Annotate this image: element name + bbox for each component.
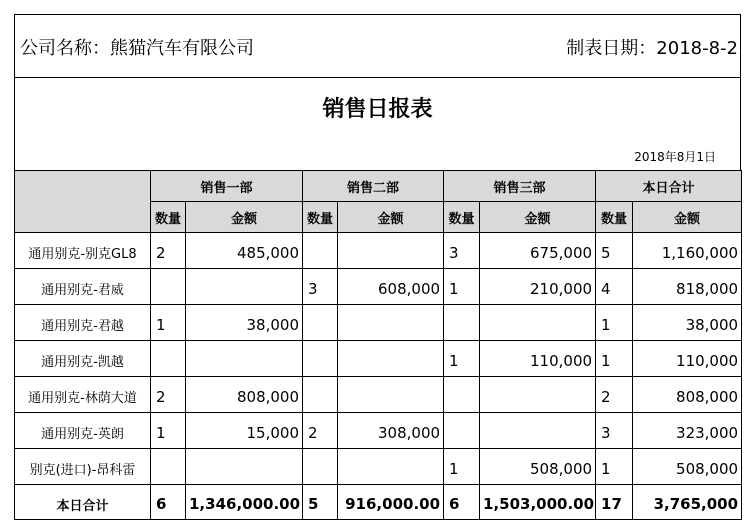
- report-date: 制表日期：2018-8-2: [566, 38, 738, 59]
- qty-cell: [444, 305, 480, 341]
- qty-cell: 1: [151, 305, 186, 341]
- amount-header: 金额: [186, 202, 303, 233]
- title-area: [14, 76, 741, 170]
- report-header: [14, 14, 741, 78]
- qty-cell: [151, 341, 186, 377]
- qty-header: 数量: [303, 202, 338, 233]
- amount-header: 金额: [480, 202, 596, 233]
- qty-cell: [444, 413, 480, 449]
- amount-cell: 818,000: [633, 269, 742, 305]
- amount-cell: [186, 269, 303, 305]
- qty-cell: 3: [303, 269, 338, 305]
- qty-cell: 1: [444, 269, 480, 305]
- amount-cell: [338, 449, 444, 485]
- amount-cell: 110,000: [480, 341, 596, 377]
- amount-cell: [480, 413, 596, 449]
- qty-cell: [303, 305, 338, 341]
- qty-cell: 1: [596, 449, 633, 485]
- report-sheet: [14, 14, 741, 514]
- model-name: 通用别克-英朗: [15, 413, 151, 449]
- amount-cell: [186, 341, 303, 377]
- model-name: 通用别克-别克GL8: [15, 233, 151, 269]
- qty-cell: [303, 449, 338, 485]
- report-day: 2018年8月1日: [634, 150, 716, 164]
- qty-cell: [303, 233, 338, 269]
- group-header-sales-3: 销售三部: [444, 171, 596, 202]
- table-row: [15, 449, 742, 485]
- qty-cell: 1: [151, 413, 186, 449]
- model-name: 别克(进口)-昂科雷: [15, 449, 151, 485]
- group-header-sales-2: 销售二部: [303, 171, 444, 202]
- qty-cell: 1: [444, 341, 480, 377]
- amount-cell: [480, 305, 596, 341]
- qty-cell: 6: [444, 485, 480, 520]
- amount-cell: 808,000: [186, 377, 303, 413]
- qty-cell: 5: [596, 233, 633, 269]
- report-title: 销售日报表: [322, 97, 433, 122]
- qty-cell: 3: [596, 413, 633, 449]
- total-row: [15, 485, 742, 520]
- amount-cell: 1,160,000: [633, 233, 742, 269]
- qty-cell: [444, 377, 480, 413]
- table-row: [15, 341, 742, 377]
- table-row: [15, 233, 742, 269]
- amount-cell: 210,000: [480, 269, 596, 305]
- table-row: [15, 269, 742, 305]
- amount-cell: 808,000: [633, 377, 742, 413]
- amount-cell: 308,000: [338, 413, 444, 449]
- amount-header: 金额: [338, 202, 444, 233]
- amount-cell: 3,765,000: [633, 485, 742, 520]
- qty-cell: 3: [444, 233, 480, 269]
- qty-cell: [151, 449, 186, 485]
- model-name: 通用别克-君威: [15, 269, 151, 305]
- qty-header: 数量: [151, 202, 186, 233]
- qty-cell: 4: [596, 269, 633, 305]
- company-name: 公司名称：熊猫汽车有限公司: [20, 38, 254, 59]
- qty-cell: 2: [303, 413, 338, 449]
- amount-cell: [338, 305, 444, 341]
- qty-cell: 2: [151, 377, 186, 413]
- qty-cell: 1: [596, 305, 633, 341]
- qty-cell: [303, 377, 338, 413]
- amount-cell: 1,346,000.00: [186, 485, 303, 520]
- qty-cell: 6: [151, 485, 186, 520]
- amount-cell: 916,000.00: [338, 485, 444, 520]
- qty-cell: 1: [444, 449, 480, 485]
- total-label: 本日合计: [15, 485, 151, 520]
- qty-cell: [303, 341, 338, 377]
- corner-cell: [15, 171, 151, 233]
- amount-cell: 38,000: [186, 305, 303, 341]
- group-header-daily-total: 本日合计: [596, 171, 742, 202]
- qty-header: 数量: [596, 202, 633, 233]
- table-row: [15, 305, 742, 341]
- amount-cell: 1,503,000.00: [480, 485, 596, 520]
- table-row: [15, 413, 742, 449]
- group-header-row: [15, 171, 742, 202]
- amount-cell: 608,000: [338, 269, 444, 305]
- qty-cell: 5: [303, 485, 338, 520]
- amount-cell: [480, 377, 596, 413]
- model-name: 通用别克-凯越: [15, 341, 151, 377]
- amount-cell: [338, 341, 444, 377]
- qty-cell: 2: [151, 233, 186, 269]
- amount-cell: 485,000: [186, 233, 303, 269]
- qty-cell: [151, 269, 186, 305]
- amount-cell: 15,000: [186, 413, 303, 449]
- amount-cell: 508,000: [633, 449, 742, 485]
- table-row: [15, 377, 742, 413]
- amount-cell: 508,000: [480, 449, 596, 485]
- amount-header: 金额: [633, 202, 742, 233]
- model-name: 通用别克-君越: [15, 305, 151, 341]
- amount-cell: [338, 233, 444, 269]
- amount-cell: [186, 449, 303, 485]
- sales-table: [14, 170, 742, 520]
- qty-cell: 2: [596, 377, 633, 413]
- qty-cell: 1: [596, 341, 633, 377]
- amount-cell: 38,000: [633, 305, 742, 341]
- amount-cell: 323,000: [633, 413, 742, 449]
- group-header-sales-1: 销售一部: [151, 171, 303, 202]
- qty-header: 数量: [444, 202, 480, 233]
- amount-cell: 675,000: [480, 233, 596, 269]
- model-name: 通用别克-林荫大道: [15, 377, 151, 413]
- qty-cell: 17: [596, 485, 633, 520]
- amount-cell: 110,000: [633, 341, 742, 377]
- amount-cell: [338, 377, 444, 413]
